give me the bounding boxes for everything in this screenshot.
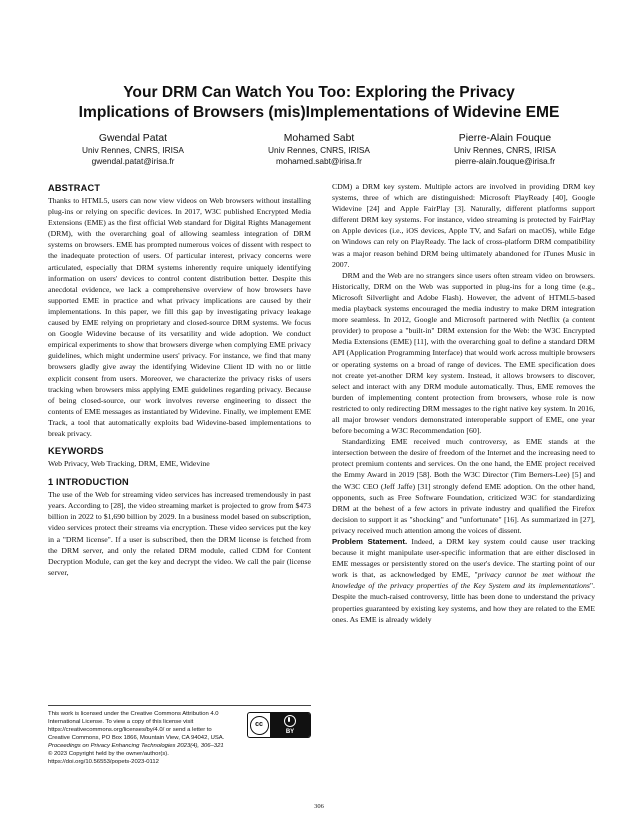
author-email: pierre-alain.fouque@irisa.fr (454, 156, 556, 166)
author-affiliation: Univ Rennes, CNRS, IRISA (82, 145, 184, 155)
problem-statement-label: Problem Statement. (332, 537, 408, 546)
introduction-section (48, 476, 311, 578)
body-paragraph: CDM) a DRM key system. Multiple actors are involved in providing DRM key systems, three of which are distinguished: Microsoft PlayReady [40], Google Widevine [24] and Apple FairPlay [3]. Naturally, different platforms support different DRM key systems. For instance, video streaming is protected by FairPlay on Apple devices (i.e., iOS devices, Apple TV, and Safari on macOS), while Edge on Windows can rely on PlayReady. The lack of cross-platform DRM compatibility was a major reason behind DRM being ultimately abandoned for iTunes Music in 2007. (332, 182, 595, 269)
proceedings-citation: Proceedings on Privacy Enhancing Technologies 2023(4), 306–321 (48, 743, 224, 749)
abstract-text: Thanks to HTML5, users can now view videos on Web browsers without installing plug-ins or relying on specific devices. In 2017, W3C published Encrypted Media Extensions (EME) as the first official Web standard for Digital Rights Management (DRM), with the overarching goal of allowing seamless integration of DRM systems on browsers. EME has prompted numerous voices of dissent with respect to the inadequate protection of users. Of particular interest, privacy concerns were articulated, especially that DRM systems inherently require uniquely identifying information on users' devices to control content distribution better. Despite this anecdotal evidence, we lack a comprehensive overview of how browsers have supported EME in practice and what privacy implications are caused by their implementations. In this paper, we fill this gap by investigating privacy leakage caused by EME relying on proprietary and closed-source DRM systems. We focus on Google Widevine because of its versatility and wide adoption. We conduct empirical experiments to show that browsers diverge when complying EME privacy guidelines, which might undermine users' privacy. For instance, we find that many browsers gladly give away the identifying Widevine Client ID with no or little explicit consent from users. Moreover, we characterize the privacy risks of users tracking when browsers miss applying EME guidelines regarding privacy. Because of being closed-source, our work involves reverse engineering to dissect the contents of EME messages as instantiated by Widevine. Finally, we implement EME Track, a tool that automatically exploits bad Widevine-based implementations to break privacy. (48, 196, 311, 438)
eme-quote: privacy cannot be met without the knowledge of the privacy properties of the Key System and its implementations (332, 570, 595, 591)
author-email: mohamed.sabt@irisa.fr (276, 156, 362, 166)
author-name: Gwendal Patat (98, 133, 168, 144)
author-email: gwendal.patat@irisa.fr (91, 156, 175, 166)
right-column (332, 181, 595, 625)
author-1 (40, 132, 226, 167)
author-affiliation: Univ Rennes, CNRS, IRISA (268, 145, 370, 155)
doi-link[interactable]: https://doi.org/10.56553/popets-2023-0112 (48, 759, 159, 765)
license-text: This work is licensed under the Creative Commons Attribution 4.0 International License. To view a copy of this license visit https://creativecommons.org/licenses/by/4.0/ or send a letter to Creative Commons, PO Box 1866, Mountain View, CA 94042, USA. (48, 711, 225, 741)
author-affiliation: Univ Rennes, CNRS, IRISA (454, 145, 556, 155)
page-number: 306 (314, 803, 324, 810)
left-column (48, 182, 311, 578)
attribution-person-icon (284, 715, 296, 727)
author-3 (412, 132, 598, 167)
keywords-heading: KEYWORDS (48, 446, 104, 457)
cc-logo-icon: cc (250, 716, 269, 735)
title-line-2: Implications of Browsers (mis)Implementations of Widevine EME (78, 104, 560, 121)
body-paragraph: Standardizing EME received much controversy, as EME stands at the intersection between the desire of freedom of the Internet and the increasing need to protect premium contents and services. On the one hand, the EME project received the Emmy Award in 2019 [58]. Both the W3C Director (Tim Berners-Lee) [5] and the W3C CEO (Jeff Jaffe) [31] strongly defend EME adoption. On the other hand, opponents, such as Free Software Foundation, criticized W3C for standardizing DRM at the behest of a few actors in private industry and qualified the Firefox decision to support it as "shocking" and "unfortunate" [16]. As summarized in [27], privacy received much attention among the voices of dissent. (332, 437, 595, 535)
paper-title (40, 83, 598, 123)
problem-statement-text: Indeed, a DRM key system could cause user tracking because it might manipulate user-specific information that are either disclosed in EME messages or persistently stored on the user's device. The starting point of our work is that, as acknowledged by EME, " (332, 537, 595, 580)
problem-statement-paragraph (332, 536, 595, 625)
author-name: Pierre-Alain Fouque (458, 133, 552, 144)
abstract-heading: ABSTRACT (48, 183, 101, 193)
title-line-1: Your DRM Can Watch You Too: Exploring the Privacy (123, 84, 515, 101)
introduction-heading: 1 INTRODUCTION (48, 477, 129, 488)
introduction-paragraph: The use of the Web for streaming video services has increased tremendously in past years. According to [28], the video streaming market is projected to grow from $473 billion in 2022 to $1,690 billion by 2029. In a business model based on subscription, video services protect their streams via encryption. These video services put the key in a "DRM license". If a user is subscribed, then the DRM license is fetched from the DRM server, and only the related DRM module, called CDM for Content Decryption Module, can get the key and decrypt the video. We call the pair (license server, (48, 490, 311, 577)
body-paragraph: DRM and the Web are no strangers since users often stream video on browsers. Historically, DRM on the Web was supported in plug-ins for a long time (e.g., Microsoft Silverlight and Adobe Flash). However, the advent of HTML5-based media playback systems encouraged the media industry to make DRM integration more seamless. In 2012, Google and Microsoft partnered with Netflix (a content provider) to propose a "built-in" DRM extension for the Web: the W3C Encrypted Media Extensions (EME) [11], with the overarching goal to define a standard DRM API (Application Programming Interface) that would work across multiple browsers or operating systems on a broad of range of devices. The EME specification does not create yet-another DRM key system. Instead, it allows browsers to discover, select and interact with any DRM module automatically. Thus, EME removes the burden of implementing content protection from browsers, whose role is now restricted to only redirecting DRM messages to the right native key system. In 2016, all major browser vendors demonstrated interoperable support of EME, one year before becoming a W3C Recommendation [60]. (332, 270, 595, 436)
copyright-line: © 2023 Copyright held by the owner/author(s). (48, 751, 169, 757)
author-name: Mohamed Sabt (283, 133, 355, 144)
cc-by-badge-icon[interactable] (247, 712, 311, 738)
by-label: BY (285, 728, 295, 735)
author-2 (226, 132, 412, 167)
keywords-text: Web Privacy, Web Tracking, DRM, EME, Widevine (48, 459, 210, 469)
license-footnote (48, 705, 311, 766)
author-list (40, 132, 598, 167)
problem-statement-text-end: ". Despite the much-raised controversy, little has been done to understand the privacy properties guaranteed by existing key systems, and how they are related to the EME ones. As EME is already widely (332, 581, 595, 624)
